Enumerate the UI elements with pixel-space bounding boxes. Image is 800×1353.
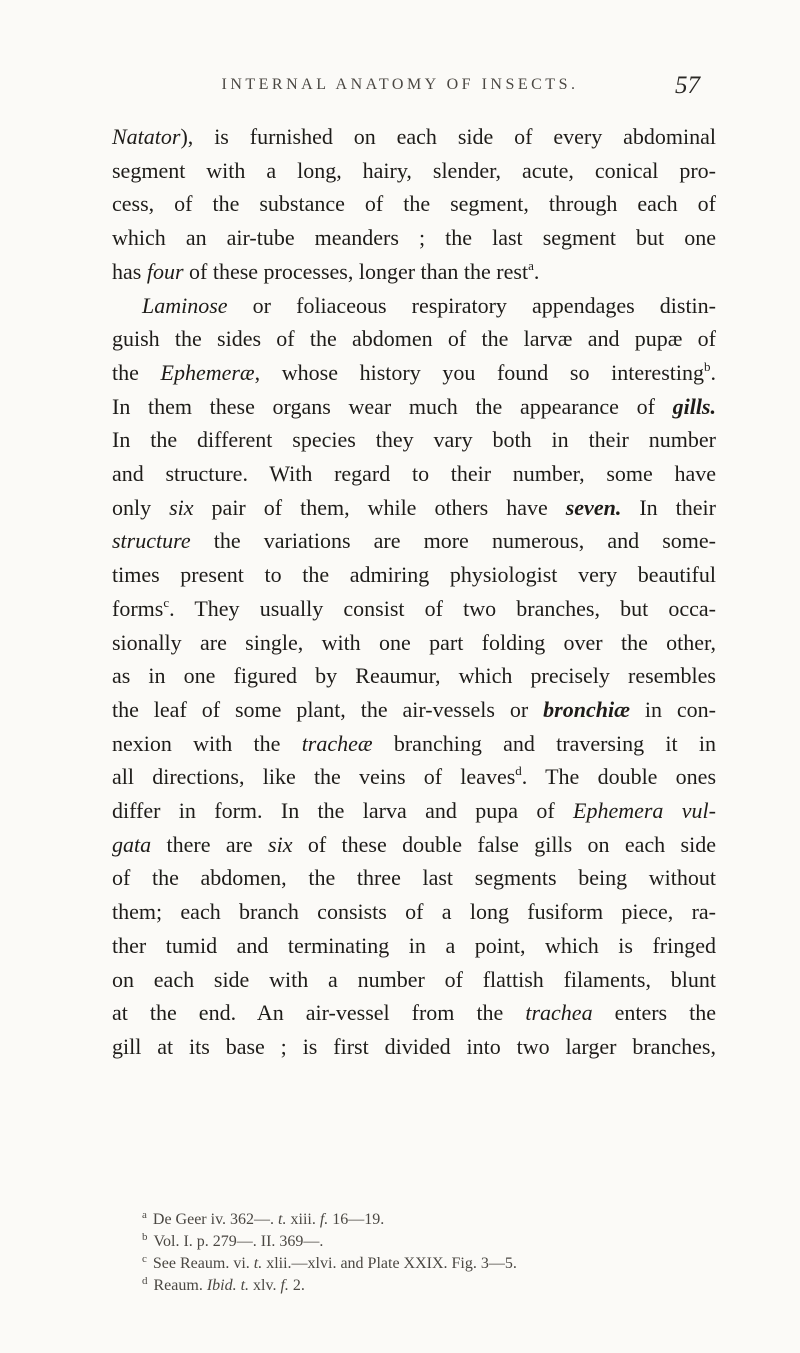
italic-text: gata (112, 831, 152, 857)
text-run: on each side with a number of flattish filaments, blunt (112, 966, 716, 992)
text-run: Vol. I. p. 279—. II. 369—. (153, 1233, 324, 1250)
text-run: all directions, like the veins of leaves (112, 764, 516, 790)
text-run: . (710, 359, 716, 385)
footnote (142, 1209, 722, 1231)
text-line (112, 996, 716, 1030)
text-line (112, 558, 716, 592)
text-line (112, 693, 716, 727)
italic-text: f. (319, 1211, 329, 1228)
footnote-mark: c (142, 1253, 147, 1265)
text-run: of these processes, longer than the rest (183, 258, 529, 284)
text-run: of the abdomen, the three last segments being without (112, 865, 716, 891)
text-line (112, 491, 716, 525)
text-run: De Geer iv. 362—. (152, 1211, 279, 1228)
footnote (142, 1231, 722, 1253)
italic-text: t. (278, 1211, 287, 1228)
footnote-ref: b (703, 358, 711, 374)
footnote-mark: b (142, 1231, 148, 1243)
italic-text: f. (280, 1277, 289, 1294)
italic-text: Ephemeræ (160, 359, 255, 385)
text-line (112, 255, 716, 289)
text-run: In their (621, 494, 716, 520)
text-run: of these double false gills on each side (292, 831, 716, 857)
text-run: enters the (592, 1000, 717, 1026)
text-run: See Reaum. vi. (152, 1255, 254, 1272)
footnote-mark: d (142, 1275, 148, 1287)
text-run: Reaum. (153, 1277, 207, 1294)
footnote-ref: c (163, 594, 170, 610)
text-run: which an air-tube meanders ; the last segment but one (112, 225, 716, 251)
text-line (112, 457, 716, 491)
text-run: there are (151, 831, 269, 857)
emphasis-text: bronchiæ (543, 696, 630, 722)
text-line (112, 659, 716, 693)
text-run: 16—19. (328, 1211, 385, 1228)
text-run: sionally are single, with one part folding over the other, (112, 629, 716, 655)
text-run: or foliaceous respiratory appendages distin- (227, 292, 716, 318)
text-run: at the end. An air-vessel from the (112, 1000, 526, 1026)
text-run: has (112, 258, 147, 284)
italic-text: t. (253, 1255, 263, 1272)
text-line (112, 423, 716, 457)
footnote (142, 1253, 722, 1275)
text-line (112, 861, 716, 895)
footnote-ref: a (528, 257, 534, 273)
text-line (112, 895, 716, 929)
text-line (112, 221, 716, 255)
text-line (112, 727, 716, 761)
text-run: In the different species they vary both in their number (112, 427, 716, 453)
text-line (112, 356, 716, 390)
italic-text: Ephemera vul- (573, 798, 716, 824)
text-run: the leaf of some plant, the air-vessels or (112, 696, 544, 722)
text-line (112, 289, 716, 323)
running-title: INTERNAL ANATOMY OF INSECTS. (221, 76, 579, 93)
text-line (112, 524, 716, 558)
text-run: 2. (288, 1277, 305, 1294)
text-run: . They usually consist of two branches, but occa- (169, 595, 716, 621)
text-line (112, 187, 716, 221)
italic-text: Natator (112, 124, 181, 149)
footnote-ref: d (515, 763, 522, 779)
text-run: In them these organs wear much the appearance of (112, 393, 673, 419)
text-line (112, 828, 716, 862)
text-run: . The double ones (521, 764, 717, 790)
text-run: the variations are more numerous, and some- (190, 528, 716, 554)
emphasis-text: gills. (672, 393, 716, 419)
text-run: . (533, 258, 540, 284)
text-run: xlv. (249, 1277, 281, 1294)
text-run: segment with a long, hairy, slender, acute, conical pro- (112, 157, 716, 183)
italic-text: Laminose (142, 292, 228, 318)
text-run: ther tumid and terminating in a point, which is fringed (112, 932, 716, 958)
footnote (142, 1275, 722, 1297)
text-run: gill at its base ; is first divided into two larger branches, (112, 1033, 716, 1059)
text-run: guish the sides of the abdomen of the larvæ and pupæ of (112, 326, 716, 352)
text-run: them; each branch consists of a long fusiform piece, ra- (112, 899, 716, 925)
footnote-mark: a (142, 1209, 147, 1221)
text-run: , whose history you found so interesting (254, 359, 704, 385)
text-line (112, 154, 716, 188)
text-line (112, 592, 716, 626)
text-run: ), is furnished on each side of every abdominal (180, 124, 716, 149)
italic-text: trachea (525, 1000, 593, 1026)
text-line (112, 626, 716, 660)
text-run: and structure. With regard to their number, some have (112, 461, 716, 487)
text-run: xiii. (286, 1211, 320, 1228)
text-run: in con- (629, 696, 717, 722)
italic-text: tracheæ (301, 730, 373, 756)
italic-text: six (268, 831, 293, 857)
text-run: as in one figured by Reaumur, which precisely resembles (112, 663, 716, 689)
body-text (112, 120, 716, 1064)
footnotes (142, 1209, 722, 1297)
text-line (112, 322, 716, 356)
italic-text: Ibid. t. (206, 1277, 250, 1294)
text-line (112, 794, 716, 828)
text-line (112, 390, 716, 424)
running-head (100, 72, 700, 112)
text-run: nexion with the (112, 730, 302, 756)
text-line (112, 120, 716, 154)
text-line (112, 963, 716, 997)
text-line (112, 760, 716, 794)
page-number: 57 (675, 72, 700, 99)
text-run: differ in form. In the larva and pupa of (112, 798, 574, 824)
text-run: forms (112, 595, 164, 621)
text-run: branching and traversing it in (372, 730, 716, 756)
emphasis-text: seven. (565, 494, 622, 520)
text-run: cess, of the substance of the segment, through each of (112, 191, 716, 217)
text-run: pair of them, while others have (193, 494, 566, 520)
text-run: the (112, 359, 161, 385)
text-line (112, 929, 716, 963)
italic-text: four (146, 258, 184, 284)
text-run: xlii.—xlvi. and Plate XXIX. Fig. 3—5. (262, 1255, 517, 1272)
italic-text: structure (112, 528, 191, 554)
text-run: times present to the admiring physiologist very beautiful (112, 562, 716, 588)
italic-text: six (169, 494, 194, 520)
text-run: only (112, 494, 170, 520)
text-line (112, 1030, 716, 1064)
